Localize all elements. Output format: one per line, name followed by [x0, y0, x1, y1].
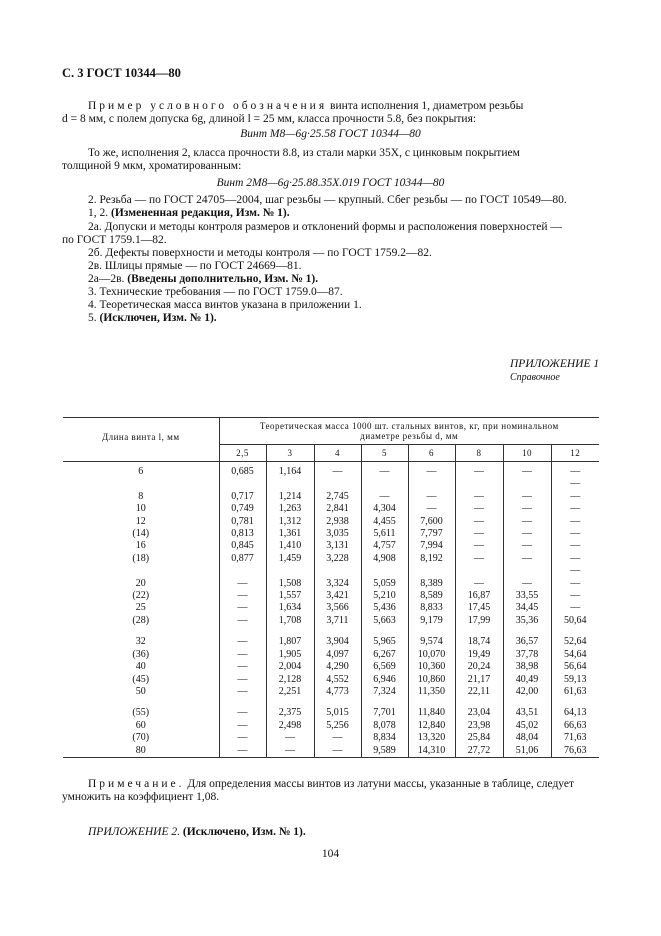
mass-cell: —: [551, 565, 599, 577]
mass-cell: [503, 478, 551, 490]
mass-cell: [219, 565, 266, 577]
mass-cell: 33,55: [503, 590, 551, 602]
mass-cell: —: [551, 602, 599, 614]
mass-cell: 1,164: [266, 462, 314, 479]
col-group-header: Теоретическая масса 1000 шт. стальных винтов, кг, при номинальном диаметре резьбы d, мм: [219, 418, 599, 445]
appendix-2-title: ПРИЛОЖЕНИЕ 2.: [88, 826, 180, 838]
mass-cell: 3,421: [314, 590, 361, 602]
mass-cell: 40,49: [503, 674, 551, 686]
mass-cell: [361, 478, 408, 490]
mass-cell: 1,361: [266, 528, 314, 540]
mass-cell: [219, 627, 266, 636]
length-cell: (28): [63, 615, 219, 627]
mass-cell: [455, 698, 503, 707]
mass-cell: 1,807: [266, 636, 314, 648]
table-row: [63, 661, 599, 673]
mass-cell: 12,840: [408, 720, 455, 732]
mass-cell: 4,290: [314, 661, 361, 673]
mass-cell: 2,745: [314, 491, 361, 503]
mass-cell: 66,63: [551, 720, 599, 732]
length-cell: (55): [63, 707, 219, 719]
mass-cell: —: [408, 462, 455, 479]
mass-cell: —: [361, 491, 408, 503]
table-row: [63, 602, 599, 614]
mass-cell: 1,312: [266, 516, 314, 528]
example-line-3: То же, исполнения 2, класса прочности 8.8, из стали марки 35Х, с цинковым покрытием: [88, 147, 520, 159]
mass-cell: —: [551, 590, 599, 602]
length-cell: 40: [63, 661, 219, 673]
length-cell: [63, 627, 219, 636]
table-row: [63, 491, 599, 503]
mass-cell: —: [219, 590, 266, 602]
mass-cell: [455, 478, 503, 490]
mass-cell: 6,569: [361, 661, 408, 673]
table-row: [63, 745, 599, 758]
mass-cell: 5,015: [314, 707, 361, 719]
designation-2: Винт 2М8—6g·25.88.35Х.019 ГОСТ 10344—80: [216, 177, 445, 189]
mass-cell: 9,179: [408, 615, 455, 627]
mass-cell: 5,611: [361, 528, 408, 540]
mass-cell: 3,035: [314, 528, 361, 540]
mass-cell: 61,63: [551, 686, 599, 698]
mass-cell: 1,634: [266, 602, 314, 614]
appendix-1-subtitle: Справочное: [510, 372, 560, 383]
mass-cell: —: [314, 745, 361, 758]
table-row: [63, 503, 599, 515]
mass-cell: —: [503, 491, 551, 503]
mass-cell: —: [408, 503, 455, 515]
mass-cell: 7,701: [361, 707, 408, 719]
mass-cell: [314, 565, 361, 577]
mass-cell: —: [551, 478, 599, 490]
note-line-2: умножить на коэффициент 1,08.: [62, 791, 220, 803]
mass-cell: 0,685: [219, 462, 266, 479]
mass-cell: 4,908: [361, 553, 408, 565]
mass-cell: 1,410: [266, 540, 314, 552]
mass-cell: 21,17: [455, 674, 503, 686]
mass-cell: 8,389: [408, 578, 455, 590]
length-cell: (70): [63, 732, 219, 744]
mass-cell: [361, 627, 408, 636]
table-row: [63, 462, 599, 479]
item-4: 4. Теоретическая масса винтов указана в приложении 1.: [88, 299, 362, 311]
example-line-4: толщиной 9 мкм, хроматированным:: [62, 160, 242, 172]
mass-cell: [503, 698, 551, 707]
mass-cell: 64,13: [551, 707, 599, 719]
table-row: [63, 478, 599, 490]
mass-cell: —: [455, 578, 503, 590]
mass-cell: 35,36: [503, 615, 551, 627]
mass-cell: 8,833: [408, 602, 455, 614]
mass-cell: 10,070: [408, 649, 455, 661]
mass-cell: —: [503, 503, 551, 515]
mass-cell: —: [219, 686, 266, 698]
page-header: С. 3 ГОСТ 10344—80: [62, 66, 181, 80]
mass-cell: —: [455, 528, 503, 540]
mass-cell: 8,078: [361, 720, 408, 732]
item-2a: 2а. Допуски и методы контроля размеров и отклонений формы и расположения поверхностей —: [88, 221, 562, 233]
mass-cell: 3,324: [314, 578, 361, 590]
mass-cell: 4,455: [361, 516, 408, 528]
mass-cell: [266, 627, 314, 636]
mass-cell: —: [219, 674, 266, 686]
mass-cell: [314, 478, 361, 490]
length-cell: 10: [63, 503, 219, 515]
mass-cell: 2,128: [266, 674, 314, 686]
table-row: [63, 528, 599, 540]
mass-cell: —: [455, 503, 503, 515]
mass-cell: [361, 565, 408, 577]
mass-cell: —: [219, 745, 266, 758]
mass-cell: 1,263: [266, 503, 314, 515]
mass-cell: 6,946: [361, 674, 408, 686]
table-row: [63, 615, 599, 627]
mass-cell: —: [219, 636, 266, 648]
mass-cell: 11,840: [408, 707, 455, 719]
length-cell: (36): [63, 649, 219, 661]
mass-cell: [408, 565, 455, 577]
table-row: [63, 516, 599, 528]
table-row: [63, 565, 599, 577]
length-cell: 25: [63, 602, 219, 614]
mass-cell: —: [455, 491, 503, 503]
table-row: [63, 732, 599, 744]
mass-cell: —: [219, 602, 266, 614]
diameter-header: 8: [455, 445, 503, 462]
mass-cell: 17,45: [455, 602, 503, 614]
mass-cell: [408, 627, 455, 636]
mass-cell: 5,663: [361, 615, 408, 627]
mass-cell: 5,210: [361, 590, 408, 602]
mass-cell: 27,72: [455, 745, 503, 758]
table-row: [63, 553, 599, 565]
mass-cell: —: [455, 553, 503, 565]
item-2a-2v: 2а—2в. (Введены дополнительно, Изм. № 1).: [88, 273, 319, 285]
mass-cell: 8,589: [408, 590, 455, 602]
mass-cell: 18,74: [455, 636, 503, 648]
table-row: [63, 686, 599, 698]
note-line-1: [88, 778, 574, 792]
mass-cell: [219, 698, 266, 707]
mass-cell: 5,059: [361, 578, 408, 590]
mass-cell: [266, 565, 314, 577]
item-2b: 2б. Дефекты поверхности и методы контроля — по ГОСТ 1759.2—82.: [88, 247, 432, 259]
mass-cell: —: [503, 578, 551, 590]
mass-cell: 2,375: [266, 707, 314, 719]
mass-cell: —: [503, 528, 551, 540]
mass-cell: [503, 565, 551, 577]
mass-cell: 3,904: [314, 636, 361, 648]
mass-cell: 52,64: [551, 636, 599, 648]
table-row: [63, 578, 599, 590]
mass-cell: —: [219, 707, 266, 719]
mass-cell: —: [455, 462, 503, 479]
mass-cell: 25,84: [455, 732, 503, 744]
mass-cell: 2,938: [314, 516, 361, 528]
mass-cell: 13,320: [408, 732, 455, 744]
note-text: Для определения массы винтов из латуни массы, указанные в таблице, следует: [187, 778, 575, 790]
mass-cell: 36,57: [503, 636, 551, 648]
length-cell: (14): [63, 528, 219, 540]
mass-cell: —: [219, 720, 266, 732]
item-5: 5. (Исключен, Изм. № 1).: [88, 312, 217, 324]
length-cell: 16: [63, 540, 219, 552]
mass-cell: —: [551, 503, 599, 515]
mass-cell: 38,98: [503, 661, 551, 673]
mass-cell: 20,24: [455, 661, 503, 673]
mass-cell: 1,214: [266, 491, 314, 503]
page-number: 104: [321, 848, 340, 860]
mass-cell: 5,965: [361, 636, 408, 648]
mass-cell: [266, 478, 314, 490]
mass-cell: —: [266, 745, 314, 758]
mass-cell: 0,813: [219, 528, 266, 540]
table-row: [63, 590, 599, 602]
mass-cell: 45,02: [503, 720, 551, 732]
mass-cell: 9,589: [361, 745, 408, 758]
mass-cell: —: [219, 661, 266, 673]
mass-cell: —: [361, 462, 408, 479]
mass-cell: 3,566: [314, 602, 361, 614]
mass-cell: 1,459: [266, 553, 314, 565]
mass-cell: 0,781: [219, 516, 266, 528]
mass-cell: 7,994: [408, 540, 455, 552]
col-length-header: Длина винта l, мм: [63, 418, 219, 462]
appendix-2-status: (Исключено, Изм. № 1).: [182, 826, 306, 838]
length-cell: (22): [63, 590, 219, 602]
example-label: Пример условного обозначения: [88, 100, 328, 112]
mass-cell: [455, 627, 503, 636]
mass-cell: 2,498: [266, 720, 314, 732]
mass-cell: 3,711: [314, 615, 361, 627]
mass-table: [63, 417, 599, 758]
mass-cell: 8,192: [408, 553, 455, 565]
length-cell: (18): [63, 553, 219, 565]
mass-cell: 10,360: [408, 661, 455, 673]
mass-cell: —: [503, 516, 551, 528]
mass-cell: 4,552: [314, 674, 361, 686]
mass-cell: 48,04: [503, 732, 551, 744]
example-line-2: d = 8 мм, с полем допуска 6g, длиной l = 25 мм, класса прочности 5.8, без покрытия:: [62, 113, 477, 125]
mass-cell: [219, 478, 266, 490]
mass-cell: 17,99: [455, 615, 503, 627]
item-2v: 2в. Шлицы прямые — по ГОСТ 24669—81.: [88, 260, 302, 272]
mass-cell: —: [219, 732, 266, 744]
table-row: [63, 698, 599, 707]
length-cell: [63, 478, 219, 490]
mass-cell: —: [314, 732, 361, 744]
mass-cell: —: [314, 462, 361, 479]
mass-cell: 23,98: [455, 720, 503, 732]
mass-cell: —: [551, 540, 599, 552]
mass-cell: 19,49: [455, 649, 503, 661]
length-cell: 12: [63, 516, 219, 528]
mass-cell: 4,304: [361, 503, 408, 515]
mass-cell: [503, 627, 551, 636]
diameter-header: 10: [503, 445, 551, 462]
length-cell: 8: [63, 491, 219, 503]
diameter-header: 2,5: [219, 445, 266, 462]
mass-cell: 37,78: [503, 649, 551, 661]
mass-cell: 71,63: [551, 732, 599, 744]
mass-cell: 1,508: [266, 578, 314, 590]
mass-cell: [408, 478, 455, 490]
mass-cell: 10,860: [408, 674, 455, 686]
mass-cell: 3,228: [314, 553, 361, 565]
mass-cell: [361, 698, 408, 707]
length-cell: 6: [63, 462, 219, 479]
mass-cell: 43,51: [503, 707, 551, 719]
mass-cell: 5,436: [361, 602, 408, 614]
example-line-1: [88, 100, 523, 114]
mass-cell: [551, 627, 599, 636]
table-row: [63, 636, 599, 648]
diameter-header: 12: [551, 445, 599, 462]
item-3: 3. Технические требования — по ГОСТ 1759.0—87.: [88, 286, 343, 298]
mass-cell: 42,00: [503, 686, 551, 698]
mass-cell: 16,87: [455, 590, 503, 602]
length-cell: 80: [63, 745, 219, 758]
mass-cell: —: [219, 578, 266, 590]
length-cell: 50: [63, 686, 219, 698]
mass-cell: [266, 698, 314, 707]
mass-cell: —: [551, 578, 599, 590]
example-text: винта исполнения 1, диаметром резьбы: [330, 100, 524, 112]
mass-cell: 7,324: [361, 686, 408, 698]
table-row: [63, 540, 599, 552]
length-cell: 60: [63, 720, 219, 732]
mass-cell: [314, 698, 361, 707]
diameter-header: 5: [361, 445, 408, 462]
mass-cell: 2,841: [314, 503, 361, 515]
mass-cell: [551, 698, 599, 707]
mass-cell: 1,708: [266, 615, 314, 627]
mass-cell: 56,64: [551, 661, 599, 673]
mass-cell: —: [266, 732, 314, 744]
mass-cell: —: [551, 553, 599, 565]
table-row: [63, 707, 599, 719]
mass-cell: —: [503, 540, 551, 552]
mass-cell: 6,267: [361, 649, 408, 661]
mass-cell: 2,251: [266, 686, 314, 698]
table-row: [63, 627, 599, 636]
item-thread: 2. Резьба — по ГОСТ 24705—2004, шаг резьбы — крупный. Сбег резьбы — по ГОСТ 10549—80.: [88, 194, 567, 206]
mass-cell: 34,45: [503, 602, 551, 614]
length-cell: [63, 565, 219, 577]
mass-cell: 0,717: [219, 491, 266, 503]
mass-cell: 51,06: [503, 745, 551, 758]
length-cell: 32: [63, 636, 219, 648]
length-cell: (45): [63, 674, 219, 686]
mass-cell: 23,04: [455, 707, 503, 719]
mass-cell: [455, 565, 503, 577]
designation-1: Винт М8—6g·25.58 ГОСТ 10344—80: [240, 128, 421, 140]
mass-cell: 7,797: [408, 528, 455, 540]
mass-cell: 1,905: [266, 649, 314, 661]
mass-cell: —: [551, 462, 599, 479]
mass-cell: 11,350: [408, 686, 455, 698]
mass-cell: —: [219, 649, 266, 661]
mass-cell: —: [503, 462, 551, 479]
mass-cell: [408, 698, 455, 707]
mass-cell: —: [408, 491, 455, 503]
mass-cell: 5,256: [314, 720, 361, 732]
mass-cell: 22,11: [455, 686, 503, 698]
mass-cell: —: [219, 615, 266, 627]
mass-cell: 0,749: [219, 503, 266, 515]
table-row: [63, 649, 599, 661]
mass-cell: —: [455, 516, 503, 528]
mass-cell: 4,757: [361, 540, 408, 552]
mass-cell: 1,557: [266, 590, 314, 602]
table-row: [63, 720, 599, 732]
mass-cell: —: [551, 516, 599, 528]
mass-cell: 4,097: [314, 649, 361, 661]
mass-cell: 0,877: [219, 553, 266, 565]
length-cell: 20: [63, 578, 219, 590]
mass-cell: 0,845: [219, 540, 266, 552]
appendix-2: [88, 826, 306, 840]
table-row: [63, 674, 599, 686]
mass-cell: 9,574: [408, 636, 455, 648]
mass-cell: 76,63: [551, 745, 599, 758]
mass-cell: 59,13: [551, 674, 599, 686]
diameter-header: 4: [314, 445, 361, 462]
mass-cell: 4,773: [314, 686, 361, 698]
item-2a-cont: по ГОСТ 1759.1—82.: [62, 234, 167, 246]
appendix-1-title: ПРИЛОЖЕНИЕ 1: [510, 358, 600, 370]
mass-cell: —: [551, 528, 599, 540]
mass-cell: —: [455, 540, 503, 552]
table-body: [63, 462, 599, 758]
item-1-2: 1, 2. (Измененная редакция, Изм. № 1).: [88, 207, 290, 219]
length-cell: [63, 698, 219, 707]
mass-cell: 8,834: [361, 732, 408, 744]
mass-cell: [314, 627, 361, 636]
mass-cell: 54,64: [551, 649, 599, 661]
mass-cell: 3,131: [314, 540, 361, 552]
diameter-header: 3: [266, 445, 314, 462]
mass-cell: 2,004: [266, 661, 314, 673]
mass-cell: 50,64: [551, 615, 599, 627]
note-label: Примечание.: [88, 778, 185, 790]
diameter-header: 6: [408, 445, 455, 462]
mass-cell: —: [551, 491, 599, 503]
mass-cell: 7,600: [408, 516, 455, 528]
mass-cell: —: [503, 553, 551, 565]
mass-cell: 14,310: [408, 745, 455, 758]
